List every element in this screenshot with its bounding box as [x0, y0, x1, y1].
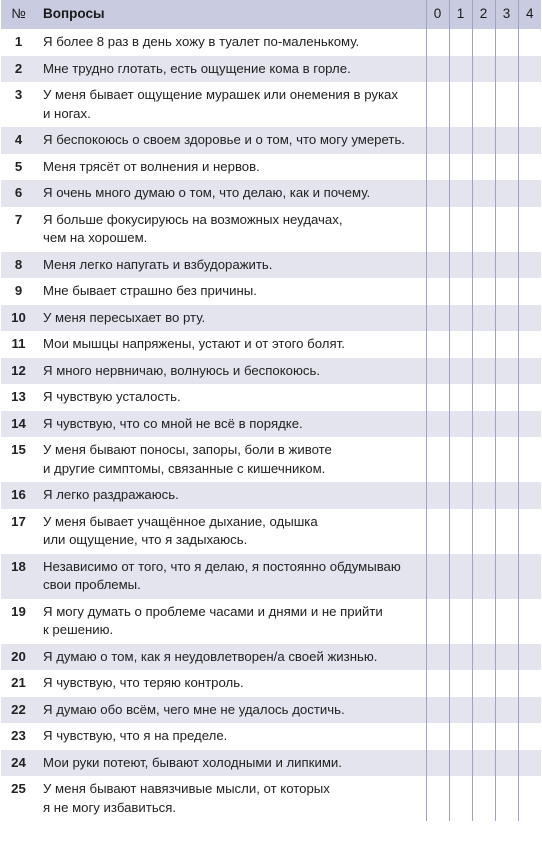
question-text: Я много нервничаю, волнуюсь и беспокоюсь.: [36, 358, 426, 385]
header-questions: Вопросы: [36, 0, 426, 29]
table-row: [1, 411, 541, 438]
question-number: 13: [11, 389, 26, 404]
score-cell-4[interactable]: [518, 358, 541, 385]
score-cell-4[interactable]: [518, 411, 541, 438]
score-cell-4[interactable]: [518, 252, 541, 279]
score-cell-2[interactable]: [472, 331, 495, 358]
score-cell-4[interactable]: [518, 599, 541, 644]
score-cell-0[interactable]: [426, 278, 449, 305]
score-cell-3[interactable]: [495, 670, 518, 697]
score-cell-3[interactable]: [495, 554, 518, 599]
score-cell-4[interactable]: [518, 82, 541, 127]
score-cell-3[interactable]: [495, 599, 518, 644]
score-cell-1[interactable]: [449, 670, 472, 697]
score-cell-0[interactable]: [426, 554, 449, 599]
question-text: Я думаю обо всём, чего мне не удалось достичь.: [36, 697, 426, 724]
question-number: 21: [11, 675, 26, 690]
question-number: 3: [14, 87, 23, 102]
question-number: 19: [11, 603, 26, 619]
score-cell-1[interactable]: [449, 599, 472, 644]
score-cell-3[interactable]: [495, 509, 518, 554]
question-text: Мне бывает страшно без причины.: [36, 278, 426, 305]
score-cell-4[interactable]: [518, 29, 541, 56]
question-text: У меня бывает ощущение мурашек или онемения в руках и ногах.: [36, 82, 426, 127]
score-cell-1[interactable]: [449, 509, 472, 554]
table-row: [1, 644, 541, 671]
score-cell-2[interactable]: [472, 278, 495, 305]
table-row: [1, 127, 541, 154]
score-cell-3[interactable]: [495, 331, 518, 358]
table-row: [1, 750, 541, 777]
question-text: Меня легко напугать и взбудоражить.: [36, 252, 426, 279]
score-cell-1[interactable]: [449, 411, 472, 438]
score-cell-0[interactable]: [426, 670, 449, 697]
score-cell-3[interactable]: [495, 384, 518, 411]
table-row: [1, 305, 541, 332]
score-cell-0[interactable]: [426, 384, 449, 411]
score-cell-2[interactable]: [472, 154, 495, 181]
table-row: [1, 29, 541, 56]
score-cell-4[interactable]: [518, 207, 541, 252]
score-cell-2[interactable]: [472, 776, 495, 821]
score-cell-4[interactable]: [518, 154, 541, 181]
score-cell-1[interactable]: [449, 56, 472, 83]
score-cell-4[interactable]: [518, 670, 541, 697]
score-cell-0[interactable]: [426, 411, 449, 438]
table-row: [1, 180, 541, 207]
question-text: У меня пересыхает во рту.: [36, 305, 426, 332]
score-cell-3[interactable]: [495, 305, 518, 332]
score-cell-4[interactable]: [518, 509, 541, 554]
score-cell-3[interactable]: [495, 56, 518, 83]
score-cell-4[interactable]: [518, 305, 541, 332]
score-cell-1[interactable]: [449, 644, 472, 671]
score-cell-4[interactable]: [518, 56, 541, 83]
question-text: Я очень много думаю о том, что делаю, как и почему.: [36, 180, 426, 207]
score-cell-3[interactable]: [495, 358, 518, 385]
table-row: [1, 154, 541, 181]
question-text: Я чувствую, что со мной не всё в порядке.: [36, 411, 426, 438]
score-cell-0[interactable]: [426, 331, 449, 358]
score-cell-4[interactable]: [518, 384, 541, 411]
question-number: 25: [11, 781, 26, 796]
score-cell-1[interactable]: [449, 154, 472, 181]
score-cell-1[interactable]: [449, 776, 472, 821]
header-score-2: 2: [472, 0, 495, 29]
question-text: У меня бывает учащённое дыхание, одышка или ощущение, что я задыхаюсь.: [36, 509, 426, 554]
question-text: Я чувствую, что теряю контроль.: [36, 670, 426, 697]
score-cell-2[interactable]: [472, 697, 495, 724]
score-cell-4[interactable]: [518, 644, 541, 671]
score-cell-2[interactable]: [472, 384, 495, 411]
score-cell-0[interactable]: [426, 437, 449, 482]
question-number: 11: [11, 336, 26, 351]
question-number: 6: [14, 185, 23, 200]
score-cell-1[interactable]: [449, 252, 472, 279]
score-cell-0[interactable]: [426, 697, 449, 724]
score-cell-3[interactable]: [495, 82, 518, 127]
score-cell-1[interactable]: [449, 29, 472, 56]
score-cell-0[interactable]: [426, 207, 449, 252]
score-cell-3[interactable]: [495, 127, 518, 154]
score-cell-3[interactable]: [495, 482, 518, 509]
score-cell-2[interactable]: [472, 180, 495, 207]
question-number: 8: [14, 256, 23, 272]
score-cell-1[interactable]: [449, 127, 472, 154]
table-row: [1, 554, 541, 599]
table-row: [1, 437, 541, 482]
question-text: Я беспокоюсь о своем здоровье и о том, что могу умереть.: [36, 127, 426, 154]
table-row: [1, 384, 541, 411]
score-cell-3[interactable]: [495, 750, 518, 777]
score-cell-4[interactable]: [518, 750, 541, 777]
table-row: [1, 599, 541, 644]
score-cell-2[interactable]: [472, 29, 495, 56]
table-row: [1, 252, 541, 279]
question-text: У меня бывают поносы, запоры, боли в животе и другие симптомы, связанные с кишечником.: [36, 437, 426, 482]
score-cell-2[interactable]: [472, 207, 495, 252]
score-cell-1[interactable]: [449, 207, 472, 252]
score-cell-3[interactable]: [495, 154, 518, 181]
score-cell-3[interactable]: [495, 278, 518, 305]
score-cell-3[interactable]: [495, 644, 518, 671]
score-cell-1[interactable]: [449, 437, 472, 482]
question-text: Я чувствую, что я на пределе.: [36, 723, 426, 750]
score-cell-0[interactable]: [426, 723, 449, 750]
question-text: Я думаю о том, как я неудовлетворен/а своей жизнью.: [36, 644, 426, 671]
table-row: [1, 207, 541, 252]
question-number: 7: [14, 211, 23, 227]
header-score-3: 3: [495, 0, 518, 29]
score-cell-2[interactable]: [472, 437, 495, 482]
question-text: Я чувствую усталость.: [36, 384, 426, 411]
score-cell-1[interactable]: [449, 554, 472, 599]
question-text: Я могу думать о проблеме часами и днями и не прийти к решению.: [36, 599, 426, 644]
score-cell-1[interactable]: [449, 482, 472, 509]
question-number: 18: [11, 558, 26, 574]
table-row: [1, 697, 541, 724]
score-cell-0[interactable]: [426, 29, 449, 56]
question-text: Я больше фокусируюсь на возможных неудачах, чем на хорошем.: [36, 207, 426, 252]
header-score-4: 4: [518, 0, 541, 29]
score-cell-4[interactable]: [518, 776, 541, 821]
score-cell-1[interactable]: [449, 750, 472, 777]
question-text: Я легко раздражаюсь.: [36, 482, 426, 509]
score-cell-2[interactable]: [472, 554, 495, 599]
score-cell-0[interactable]: [426, 776, 449, 821]
score-cell-2[interactable]: [472, 509, 495, 554]
score-cell-3[interactable]: [495, 437, 518, 482]
score-cell-4[interactable]: [518, 278, 541, 305]
score-cell-0[interactable]: [426, 358, 449, 385]
score-cell-4[interactable]: [518, 437, 541, 482]
score-cell-1[interactable]: [449, 278, 472, 305]
score-cell-2[interactable]: [472, 56, 495, 83]
score-cell-4[interactable]: [518, 723, 541, 750]
score-cell-0[interactable]: [426, 154, 449, 181]
score-cell-2[interactable]: [472, 252, 495, 279]
table-row: [1, 670, 541, 697]
question-number: 23: [11, 728, 26, 743]
score-cell-4[interactable]: [518, 482, 541, 509]
score-cell-0[interactable]: [426, 750, 449, 777]
score-cell-3[interactable]: [495, 29, 518, 56]
score-cell-2[interactable]: [472, 599, 495, 644]
score-cell-0[interactable]: [426, 509, 449, 554]
score-cell-1[interactable]: [449, 180, 472, 207]
table-header-row: [1, 0, 541, 29]
question-number: 4: [14, 132, 23, 147]
table-row: [1, 56, 541, 83]
question-text: Я более 8 раз в день хожу в туалет по-маленькому.: [36, 29, 426, 56]
score-cell-4[interactable]: [518, 331, 541, 358]
table-row: [1, 723, 541, 750]
score-cell-0[interactable]: [426, 252, 449, 279]
score-cell-4[interactable]: [518, 180, 541, 207]
score-cell-3[interactable]: [495, 252, 518, 279]
score-cell-0[interactable]: [426, 180, 449, 207]
score-cell-1[interactable]: [449, 305, 472, 332]
question-number: 16: [11, 487, 26, 502]
score-cell-0[interactable]: [426, 56, 449, 83]
score-cell-3[interactable]: [495, 723, 518, 750]
table-body: [1, 29, 541, 821]
score-cell-0[interactable]: [426, 599, 449, 644]
score-cell-1[interactable]: [449, 331, 472, 358]
score-cell-1[interactable]: [449, 697, 472, 724]
score-cell-2[interactable]: [472, 411, 495, 438]
table-row: [1, 482, 541, 509]
question-number: 22: [11, 701, 26, 717]
score-cell-0[interactable]: [426, 82, 449, 127]
header-score-0: 0: [426, 0, 449, 29]
score-cell-0[interactable]: [426, 482, 449, 509]
score-cell-2[interactable]: [472, 127, 495, 154]
table-row: [1, 358, 541, 385]
score-cell-2[interactable]: [472, 82, 495, 127]
score-cell-2[interactable]: [472, 305, 495, 332]
table-row: [1, 509, 541, 554]
score-cell-2[interactable]: [472, 670, 495, 697]
question-text: У меня бывают навязчивые мысли, от которых я не могу избавиться.: [36, 776, 426, 821]
question-text: Мне трудно глотать, есть ощущение кома в горле.: [36, 56, 426, 83]
question-number: 9: [14, 283, 23, 298]
question-number: 1: [14, 34, 23, 49]
score-cell-1[interactable]: [449, 384, 472, 411]
score-cell-4[interactable]: [518, 127, 541, 154]
question-number: 17: [11, 513, 26, 529]
question-number: 14: [11, 415, 26, 431]
table-row: [1, 776, 541, 821]
question-number: 12: [11, 362, 26, 378]
table-row: [1, 331, 541, 358]
question-text: Мои руки потеют, бывают холодными и липкими.: [36, 750, 426, 777]
question-number: 24: [11, 754, 26, 770]
score-cell-0[interactable]: [426, 127, 449, 154]
score-cell-0[interactable]: [426, 644, 449, 671]
score-cell-1[interactable]: [449, 723, 472, 750]
question-text: Независимо от того, что я делаю, я постоянно обдумываю свои проблемы.: [36, 554, 426, 599]
question-number: 2: [14, 60, 23, 76]
score-cell-3[interactable]: [495, 180, 518, 207]
question-number: 10: [11, 309, 26, 325]
score-cell-4[interactable]: [518, 554, 541, 599]
question-text: Меня трясёт от волнения и нервов.: [36, 154, 426, 181]
questionnaire-table: [1, 0, 541, 821]
score-cell-3[interactable]: [495, 697, 518, 724]
score-cell-0[interactable]: [426, 305, 449, 332]
question-number: 20: [11, 648, 26, 664]
score-cell-2[interactable]: [472, 723, 495, 750]
score-cell-1[interactable]: [449, 358, 472, 385]
table-row: [1, 278, 541, 305]
question-number: 5: [14, 158, 23, 174]
question-text: Мои мышцы напряжены, устают и от этого болят.: [36, 331, 426, 358]
table-row: [1, 82, 541, 127]
score-cell-3[interactable]: [495, 411, 518, 438]
score-cell-1[interactable]: [449, 82, 472, 127]
score-cell-3[interactable]: [495, 776, 518, 821]
score-cell-4[interactable]: [518, 697, 541, 724]
score-cell-2[interactable]: [472, 482, 495, 509]
score-cell-2[interactable]: [472, 358, 495, 385]
score-cell-2[interactable]: [472, 750, 495, 777]
header-number: №: [11, 6, 26, 22]
score-cell-2[interactable]: [472, 644, 495, 671]
question-number: 15: [11, 442, 26, 457]
header-score-1: 1: [449, 0, 472, 29]
score-cell-3[interactable]: [495, 207, 518, 252]
